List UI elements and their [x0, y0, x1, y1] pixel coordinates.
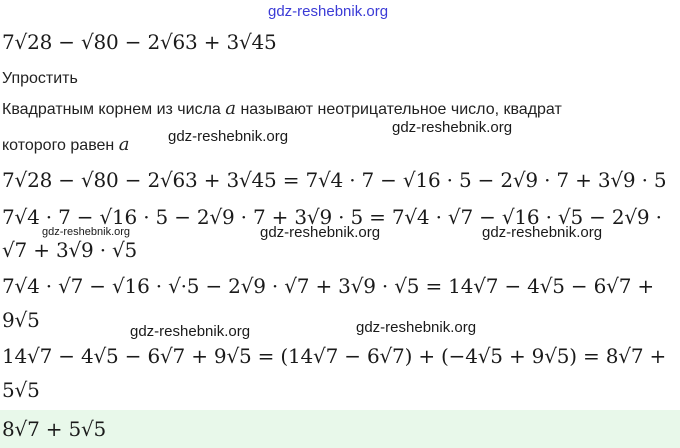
problem-expression: 7√28 − √80 − 2√63 + 3√45 — [2, 30, 277, 54]
definition-line-1 — [2, 98, 562, 121]
final-answer: 8√7 + 5√5 — [2, 417, 107, 441]
watermark: gdz-reshebnik.org — [392, 119, 513, 136]
section-heading: Упростить — [2, 70, 78, 87]
watermark: gdz-reshebnik.org — [482, 224, 603, 241]
watermark: gdz-reshebnik.org — [356, 319, 477, 336]
watermark: gdz-reshebnik.org — [260, 224, 381, 241]
solution-step-4-cont: 5√5 — [2, 378, 40, 402]
solution-step-2: 7√4 · 7 − √16 · 5 − 2√9 · 7 + 3√9 · 5 = 7√4 · √7 − √16 · √5 − 2√9 · — [2, 205, 662, 229]
solution-step-3: 7√4 · √7 − √16 · √·5 − 2√9 · √7 + 3√9 · √5 = 14√7 − 4√5 − 6√7 + — [2, 274, 654, 298]
definition-text-pre: Квадратным корнем из числа — [2, 101, 226, 118]
definition-line-2 — [2, 134, 129, 157]
solution-step-4: 14√7 − 4√5 − 6√7 + 9√5 = (14√7 − 6√7) + (−4√5 + 9√5) = 8√7 + — [2, 344, 667, 368]
solution-step-1: 7√28 − √80 − 2√63 + 3√45 = 7√4 · 7 − √16 · 5 − 2√9 · 7 + 3√9 · 5 — [2, 168, 667, 192]
watermark: gdz-reshebnik.org — [168, 128, 289, 145]
watermark-top: gdz-reshebnik.org — [268, 3, 389, 20]
solution-step-2-cont: √7 + 3√9 · √5 — [2, 238, 138, 262]
variable-a-2: a — [118, 134, 130, 155]
variable-a: a — [225, 98, 236, 119]
definition-text-pre-2: которого равен — [2, 137, 119, 154]
watermark: gdz-reshebnik.org — [130, 323, 251, 340]
watermark: gdz-reshebnik.org — [42, 226, 131, 238]
solution-step-3-cont: 9√5 — [2, 308, 40, 332]
definition-text-post: называют неотрицательное число, квадрат — [236, 101, 562, 118]
